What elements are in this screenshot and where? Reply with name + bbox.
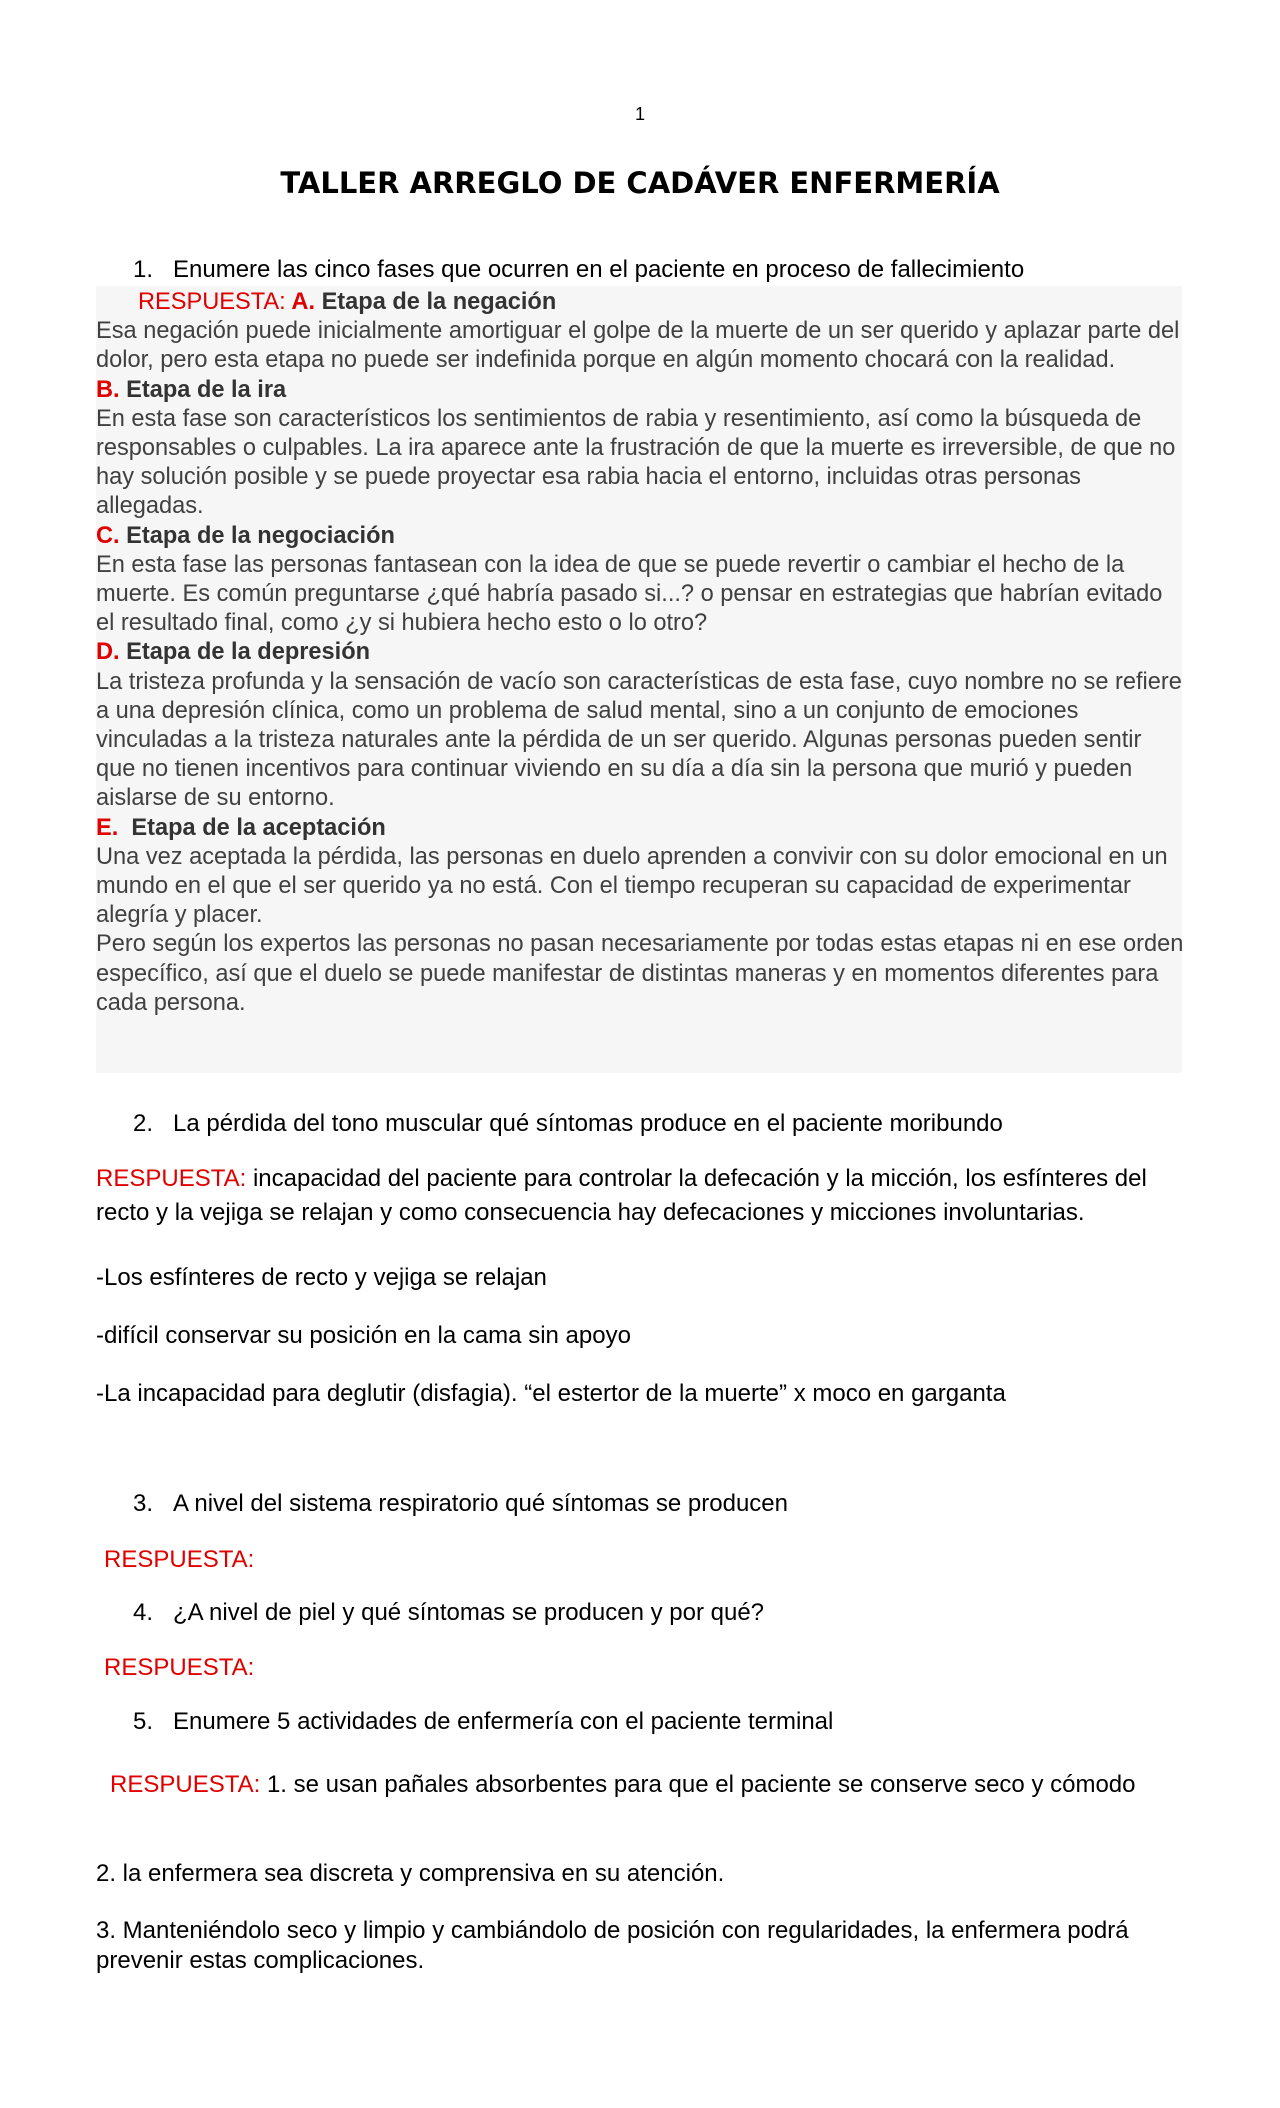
answer-4 <box>104 1652 1204 1684</box>
question-text: A nivel del sistema respiratorio qué síntomas se producen <box>173 1490 788 1517</box>
answer-2-bullet: -La incapacidad para deglutir (disfagia). “el estertor de la muerte” x moco en garganta <box>96 1380 1006 1407</box>
document-title: TALLER ARREGLO DE CADÁVER ENFERMERÍA <box>280 166 1000 200</box>
stage-letter: E. <box>96 814 119 841</box>
stage-b-body: En esta fase son característicos los sentimientos de rabia y resentimiento, así como la búsqueda de responsables o culpables. La ira aparece ante la frustración de que la muerte es irreversible, de que no hay solución posible y se puede proyectar esa rabia hacia el entorno, incluidas otras personas allegadas. <box>96 405 1176 520</box>
question-number: 3. <box>133 1490 154 1517</box>
answer-label: RESPUESTA: <box>138 289 286 315</box>
stage-letter: D. <box>96 639 120 666</box>
question-4 <box>133 1599 764 1627</box>
answer-2-bullet: -Los esfínteres de recto y vejiga se relajan <box>96 1264 547 1291</box>
answer-2 <box>96 1162 1196 1230</box>
answer-5 <box>96 1770 1196 1800</box>
answer-text: 1. se usan pañales absorbentes para que el paciente se conserve seco y cómodo <box>266 1771 1136 1798</box>
stage-a-body: Esa negación puede inicialmente amortiguar el golpe de la muerte de un ser querido y aplazar parte del dolor, pero esta etapa no puede ser indefinida porque en algún momento chocará con la realidad. <box>96 318 1180 374</box>
stage-title: Etapa de la negociación <box>126 522 395 549</box>
question-text: Enumere las cinco fases que ocurren en el paciente en proceso de fallecimiento <box>173 256 1025 283</box>
answer-5-item: 2. la enfermera sea discreta y comprensiva en su atención. <box>96 1860 725 1887</box>
answer-label: RESPUESTA: <box>110 1771 261 1798</box>
stage-c-heading <box>96 522 1186 551</box>
question-number: 4. <box>133 1599 154 1626</box>
question-text: Enumere 5 actividades de enfermería con el paciente terminal <box>173 1708 834 1735</box>
answer-label: RESPUESTA: <box>104 1546 255 1573</box>
answer-text: incapacidad del paciente para controlar la defecación y la micción, los esfínteres del recto y la vejiga se relajan y como consecuencia hay defecaciones y micciones involuntarias. <box>96 1165 1147 1226</box>
question-number: 1. <box>133 256 154 283</box>
stage-letter: C. <box>96 522 120 549</box>
page-number: 1 <box>634 104 645 124</box>
answer-5-item: 3. Manteniéndolo seco y limpio y cambiándolo de posición con regularidades, la enfermera podrá prevenir estas complicaciones. <box>96 1917 1129 1974</box>
stage-title: Etapa de la negación <box>321 289 557 315</box>
question-5 <box>133 1708 833 1736</box>
answer-2-bullet: -difícil conservar su posición en la cama sin apoyo <box>96 1322 631 1349</box>
stages-closing: Pero según los expertos las personas no pasan necesariamente por todas estas etapas ni en ese orden específico, así que el duelo se puede manifestar de distintas maneras y en momentos diferentes para cada persona. <box>96 931 1184 1016</box>
question-3 <box>133 1490 788 1518</box>
stage-letter: B. <box>96 376 120 403</box>
stage-a-heading <box>96 288 1186 317</box>
question-number: 2. <box>133 1110 154 1137</box>
question-1 <box>133 256 1024 284</box>
stage-e-heading <box>96 814 1186 843</box>
stage-b-heading <box>96 376 1186 405</box>
answer-3 <box>104 1544 1204 1576</box>
answer-label: RESPUESTA: <box>104 1654 255 1681</box>
stage-title: Etapa de la ira <box>126 376 287 403</box>
answer-label: RESPUESTA: <box>96 1165 247 1192</box>
stage-title: Etapa de la aceptación <box>131 814 386 841</box>
question-text: La pérdida del tono muscular qué síntomas produce en el paciente moribundo <box>173 1110 1003 1137</box>
stage-letter: A. <box>291 289 315 315</box>
stage-e-body: Una vez aceptada la pérdida, las personas en duelo aprenden a convivir con su dolor emocional en un mundo en el que el ser querido ya no está. Con el tiempo recuperan su capacidad de experimentar alegría y placer. <box>96 843 1168 929</box>
question-number: 5. <box>133 1708 154 1735</box>
stage-title: Etapa de la depresión <box>126 639 371 666</box>
stage-c-body: En esta fase las personas fantasean con la idea de que se puede revertir o cambiar el hecho de la muerte. Es común preguntarse ¿qué habría pasado si...? o pensar en estrategias que habrían evitado el resultado final, como ¿y si hubiera hecho esto o lo otro? <box>96 551 1163 637</box>
question-text: ¿A nivel de piel y qué síntomas se producen y por qué? <box>173 1599 765 1626</box>
stage-d-heading <box>96 638 1186 667</box>
question-2 <box>133 1110 1003 1138</box>
answer-1-stages <box>96 288 1186 1018</box>
stage-d-body: La tristeza profunda y la sensación de vacío son características de esta fase, cuyo nombre no se refiere a una depresión clínica, como un problema de salud mental, sino a un conjunto de emociones vinculadas a la tristeza naturales ante la pérdida de un ser querido. Algunas personas pueden sentir que no tienen incentivos para continuar viviendo en su día a día sin la persona que murió y pueden aislarse de su entorno. <box>96 668 1182 812</box>
